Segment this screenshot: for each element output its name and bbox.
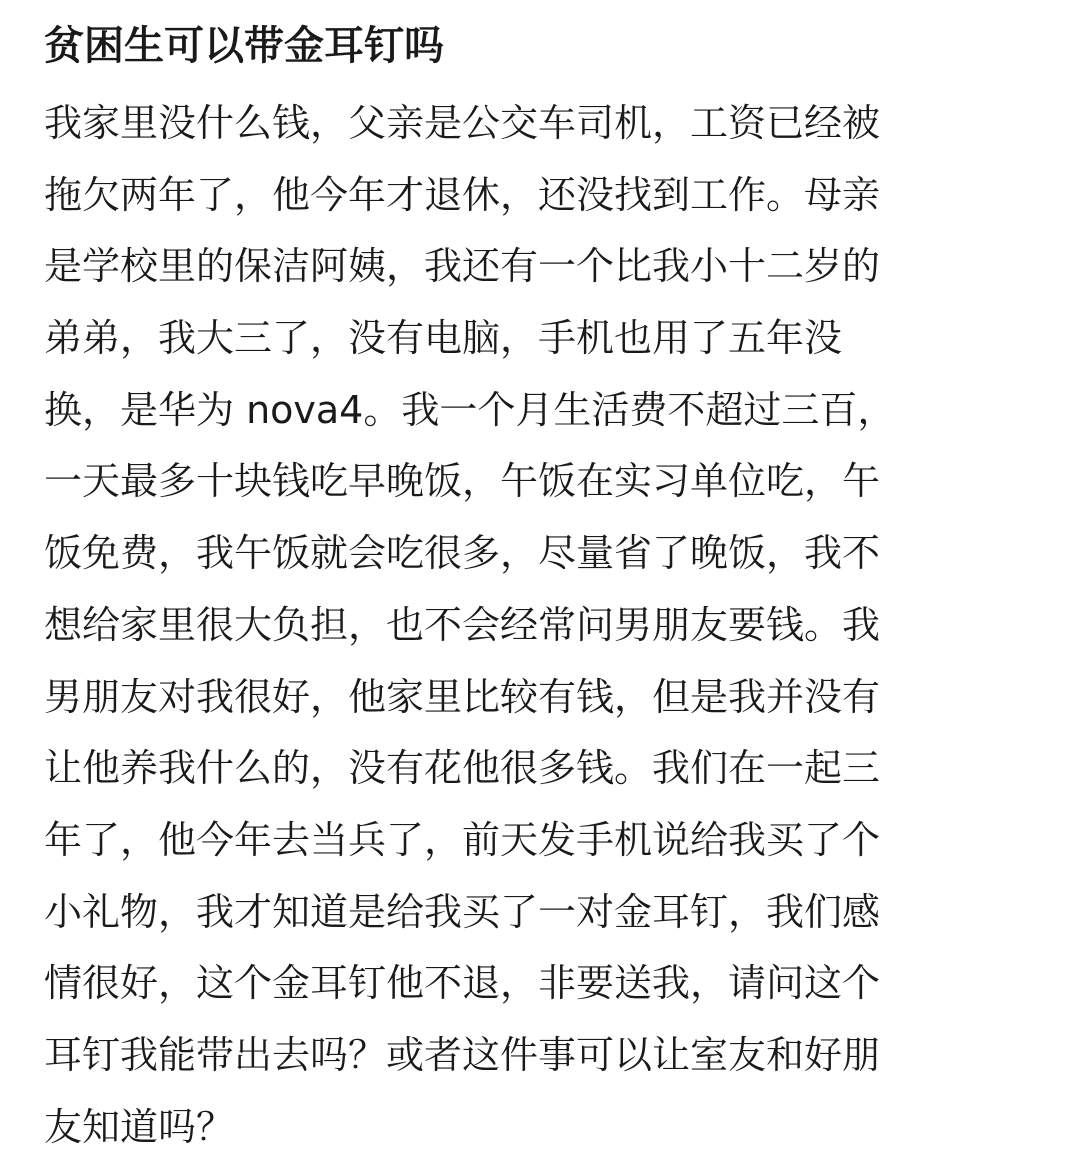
post-body-line: 友知道吗？ bbox=[44, 1104, 235, 1149]
post-body-line: 是学校里的保洁阿姨，我还有一个比我小十二岁的 bbox=[44, 244, 881, 289]
post-body-line: 饭免费，我午饭就会吃很多，尽量省了晚饭，我不 bbox=[44, 531, 881, 576]
post-body-line: 男朋友对我很好，他家里比较有钱，但是我并没有 bbox=[44, 674, 881, 719]
post-body bbox=[44, 88, 1044, 1163]
post-body-line: 拖欠两年了，他今年才退休，还没找到工作。母亲 bbox=[44, 172, 881, 217]
post-body-line: 让他养我什么的，没有花他很多钱。我们在一起三 bbox=[44, 746, 881, 791]
post-body-line: 年了，他今年去当兵了，前天发手机说给我买了个 bbox=[44, 817, 881, 862]
post-body-line: 小礼物，我才知道是给我买了一对金耳钉，我们感 bbox=[44, 889, 881, 934]
post-body-line: 弟弟，我大三了，没有电脑，手机也用了五年没 bbox=[44, 316, 843, 361]
post-body-line: 情很好，这个金耳钉他不退，非要送我，请问这个 bbox=[44, 961, 881, 1006]
post-body-line: 换，是华为 nova4。我一个月生活费不超过三百， bbox=[44, 387, 896, 432]
post-body-line: 我家里没什么钱，父亲是公交车司机，工资已经被 bbox=[44, 101, 881, 145]
post-title: 贫困生可以带金耳钉吗 bbox=[44, 23, 444, 69]
post bbox=[44, 0, 1044, 1163]
post-body-line: 想给家里很大负担，也不会经常问男朋友要钱。我 bbox=[44, 602, 881, 647]
post-body-line: 一天最多十块钱吃早晚饭，午饭在实习单位吃，午 bbox=[44, 459, 881, 504]
post-body-line: 耳钉我能带出去吗？或者这件事可以让室友和好朋 bbox=[44, 1032, 881, 1077]
